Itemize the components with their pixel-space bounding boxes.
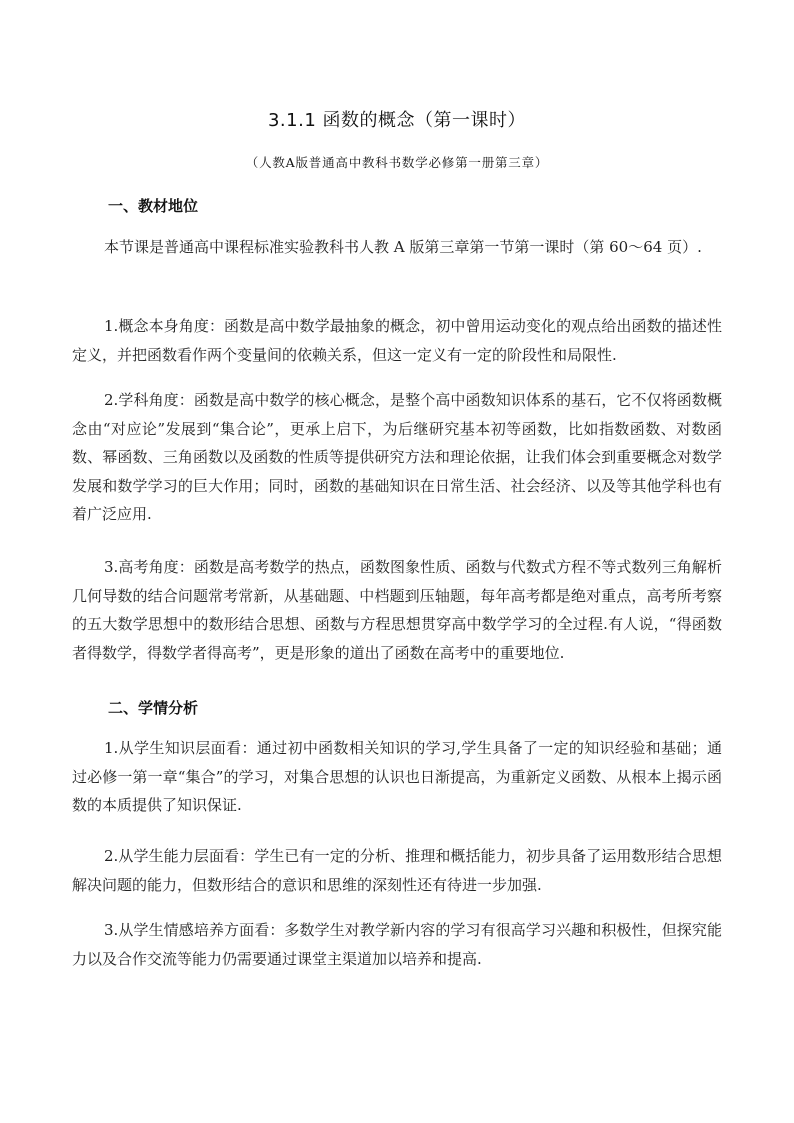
paragraph: 1.概念本身角度：函数是高中数学最抽象的概念，初中曾用运动变化的观点给出函数的描述性定义，并把函数看作两个变量间的依赖关系，但这一定义有一定的阶段性和局限性. [72,317,722,364]
paragraph: 本节课是普通高中课程标准实验教科书人教 A 版第三章第一节第一课时（第 60～64 页）. [104,238,702,256]
section-heading-student-analysis: 二、学情分析 [108,699,199,717]
paragraph: 3.高考角度：函数是高考数学的热点，函数图象性质、函数与代数式方程不等式数列三角解析几何导数的结合问题常考常新，从基础题、中档题到压轴题，每年高考都是绝对重点，高考所考察的五大数学思想中的数形结合思想、函数与方程思想贯穿高中数学学习的全过程.有人说，“得函数者得数学，得数学者得高考”，更是形象的道出了函数在高考中的重要地位. [72,558,722,662]
paragraph: 2.学科角度：函数是高中数学的核心概念，是整个高中函数知识体系的基石，它不仅将函数概念由“对应论”发展到“集合论”，更承上启下，为后继研究基本初等函数，比如指数函数、对数函数、幂函数、三角函数以及函数的性质等提供研究方法和理论依据，让我们体会到重要概念对数学发展和数学学习的巨大作用；同时，函数的基础知识在日常生活、社会经济、以及等其他学科也有着广泛应用. [72,391,722,523]
page-title: 3.1.1 函数的概念（第一课时） [267,110,527,131]
paragraph: 1.从学生知识层面看：通过初中函数相关知识的学习,学生具备了一定的知识经验和基础；通过必修一第一章“集合”的学习，对集合思想的认识也日渐提高，为重新定义函数、从根本上揭示函数的本质提供了知识保证. [72,739,722,814]
paragraph: 3.从学生情感培养方面看：多数学生对教学新内容的学习有很高学习兴趣和积极性，但探究能力以及合作交流等能力仍需要通过课堂主渠道加以培养和提高. [72,921,722,968]
paragraph: 2.从学生能力层面看：学生已有一定的分析、推理和概括能力，初步具备了运用数形结合思想解决问题的能力，但数形结合的意识和思维的深刻性还有待进一步加强. [72,847,722,894]
page-subtitle: （人教A版普通高中教科书数学必修第一册第三章） [245,155,549,170]
section-heading-textbook-position: 一、教材地位 [108,197,199,215]
